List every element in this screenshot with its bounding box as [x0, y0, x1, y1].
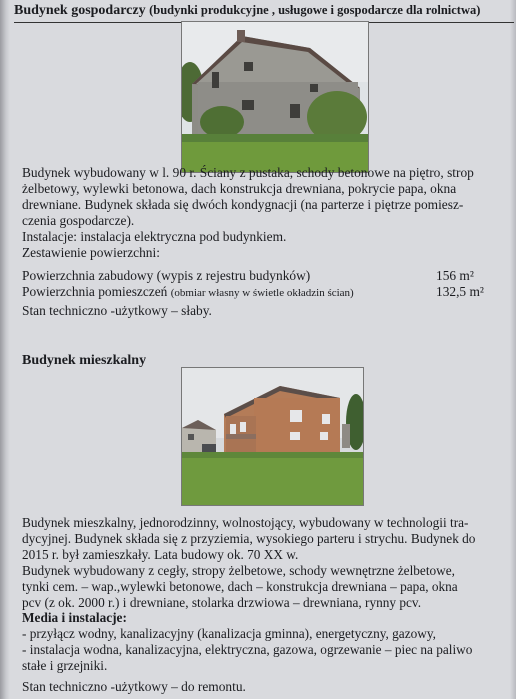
area-label: Powierzchnia zabudowy: [22, 268, 154, 283]
section2-description: [22, 515, 512, 674]
section1-title-sub: (budynki produkcyjne , usługowe i gospodarcze dla rolnictwa): [149, 3, 481, 17]
media-heading: Media i instalacje:: [22, 610, 127, 626]
desc-line: Budynek wybudowany z cegły, stropy żelbetowe, schody wewnętrzne żelbetowe,: [22, 562, 455, 578]
section2-condition: Stan techniczno -użytkowy – do remontu.: [22, 679, 246, 694]
desc-line: drewniane. Budynek składa się dwóch kondygnacji (na parterze i piętrze pomiesz-: [22, 197, 464, 212]
section2-title: Budynek mieszkalny: [22, 353, 147, 368]
area-table: [22, 268, 510, 300]
house-photo: [181, 367, 364, 506]
desc-line: stałe i grzejniki.: [22, 658, 108, 674]
section1-title: Budynek gospodarczy (budynki produkcyjne , usługowe i gospodarcze dla rolnictwa): [14, 3, 481, 18]
section1-condition: Stan techniczno -użytkowy – słaby.: [22, 303, 212, 318]
desc-line: Instalacje: instalacja elektryczna pod budynkiem.: [22, 229, 287, 244]
desc-line: żelbetowy, wylewki betonowa, dach konstrukcja drewniana, pokrycie papa, okna: [22, 181, 457, 196]
desc-line: Budynek mieszkalny, jednorodzinny, wolnostojący, wybudowany w technologii tra-: [22, 515, 469, 530]
section1-description: [22, 165, 510, 261]
farm-building-photo: [181, 21, 369, 173]
area-row-built: [22, 268, 510, 284]
desc-line: pcv (z ok. 2000 r.) i drewniane, stolarka drzwiowa – drewniana, rynny pcv.: [22, 594, 422, 610]
area-label: Powierzchnia pomieszczeń: [22, 284, 168, 299]
desc-line: Budynek wybudowany w l. 90 r. Ściany z pustaka, schody betonowe na piętro, strop: [22, 165, 474, 180]
area-note: (obmiar własny w świetle okładzin ścian): [170, 287, 354, 299]
desc-line: 2015 r. był zamieszkały. Lata budowy ok. 70 XX w.: [22, 546, 299, 562]
desc-line: - przyłącz wodny, kanalizacyjny (kanalizacja gminna), energetyczny, gazowy,: [22, 626, 436, 642]
book-binding: [0, 0, 10, 699]
desc-line: czenia gospodarcze).: [22, 213, 135, 228]
area-row-rooms: [22, 284, 510, 300]
area-note: (wypis z rejestru budynków): [156, 268, 311, 283]
desc-line: - instalacja wodna, kanalizacyjna, elektryczna, gazowa, ogrzewanie – piec na paliwo: [22, 642, 473, 658]
area-value: 132,5 m²: [436, 284, 484, 299]
desc-line: tynki cem. – wap.,wylewki betonowe, dach – konstrukcja drewniana – papa, okna: [22, 578, 458, 594]
desc-line: dycyjnej. Budynek składa się z przyziemia, wysokiego parteru i strychu. Budynek do: [22, 530, 476, 546]
desc-line: Zestawienie powierzchni:: [22, 245, 160, 260]
area-value: 156 m²: [436, 268, 474, 283]
